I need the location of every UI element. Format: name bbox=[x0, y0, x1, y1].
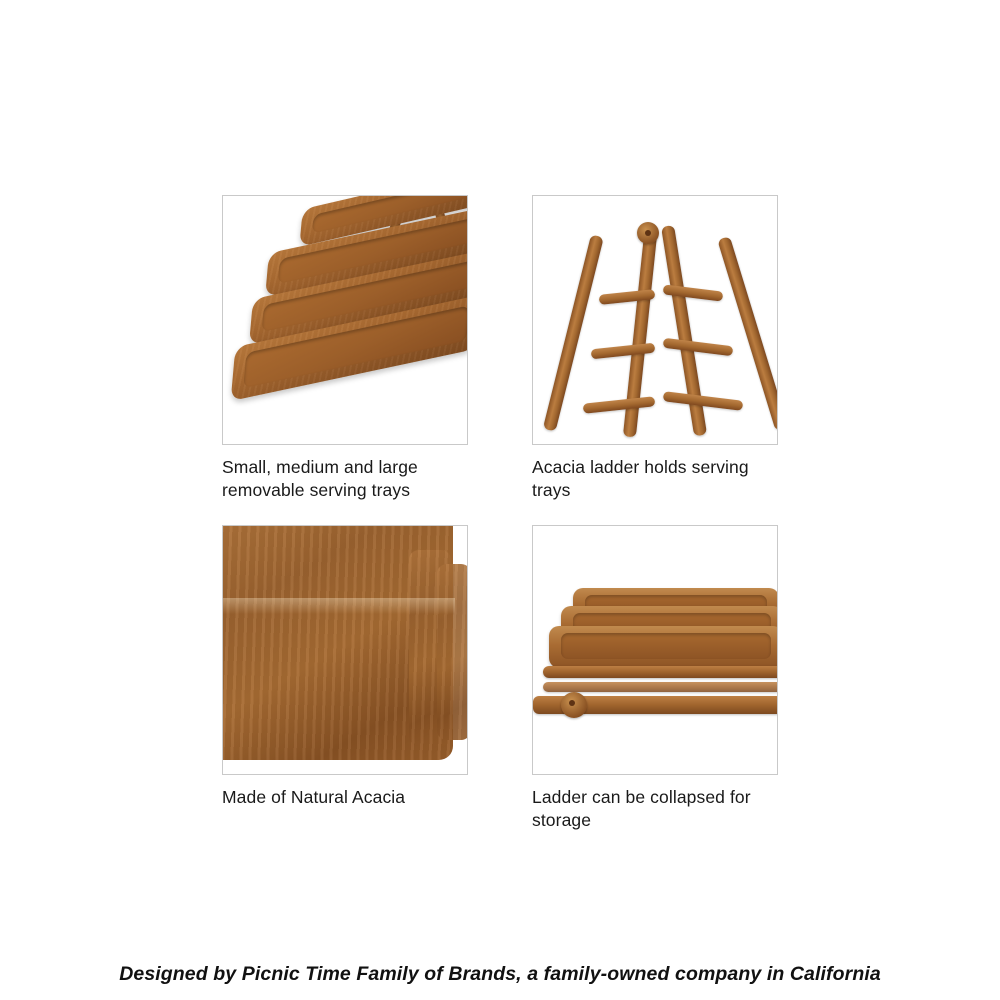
trays-illustration bbox=[223, 196, 467, 444]
feature-caption-ladder: Acacia ladder holds serving trays bbox=[532, 457, 749, 501]
ladder-hinge-icon bbox=[561, 692, 587, 718]
feature-card-storage bbox=[532, 525, 778, 833]
footer-text: Designed by Picnic Time Family of Brands, a family-owned company in California bbox=[119, 963, 881, 985]
ladder-bar bbox=[543, 682, 778, 692]
ladder-rung bbox=[663, 338, 734, 356]
feature-grid bbox=[222, 195, 862, 832]
feature-card-trays bbox=[222, 195, 468, 503]
feature-caption-storage: Ladder can be collapsed for storage bbox=[532, 786, 751, 830]
feature-caption-trays: Small, medium and large removable serving trays bbox=[222, 457, 418, 501]
feature-image-storage bbox=[532, 525, 778, 775]
feature-caption-material: Made of Natural Acacia bbox=[222, 786, 406, 807]
ladder-bar bbox=[543, 666, 778, 678]
acacia-closeup-illustration bbox=[223, 526, 467, 774]
ladder-illustration bbox=[533, 196, 777, 444]
ladder-hinge-icon bbox=[637, 222, 659, 244]
collapsed-ladder-illustration bbox=[533, 526, 777, 774]
feature-image-ladder bbox=[532, 195, 778, 445]
flat-tray-shape bbox=[549, 626, 778, 668]
wood-highlight bbox=[222, 598, 455, 614]
feature-image-trays bbox=[222, 195, 468, 445]
ladder-rung bbox=[583, 396, 656, 413]
feature-image-material bbox=[222, 525, 468, 775]
wood-board-back bbox=[437, 564, 468, 740]
feature-card-ladder bbox=[532, 195, 778, 503]
feature-card-material bbox=[222, 525, 468, 833]
grid-spacer bbox=[468, 525, 532, 833]
ladder-rung bbox=[591, 343, 656, 360]
grid-spacer bbox=[468, 195, 532, 503]
